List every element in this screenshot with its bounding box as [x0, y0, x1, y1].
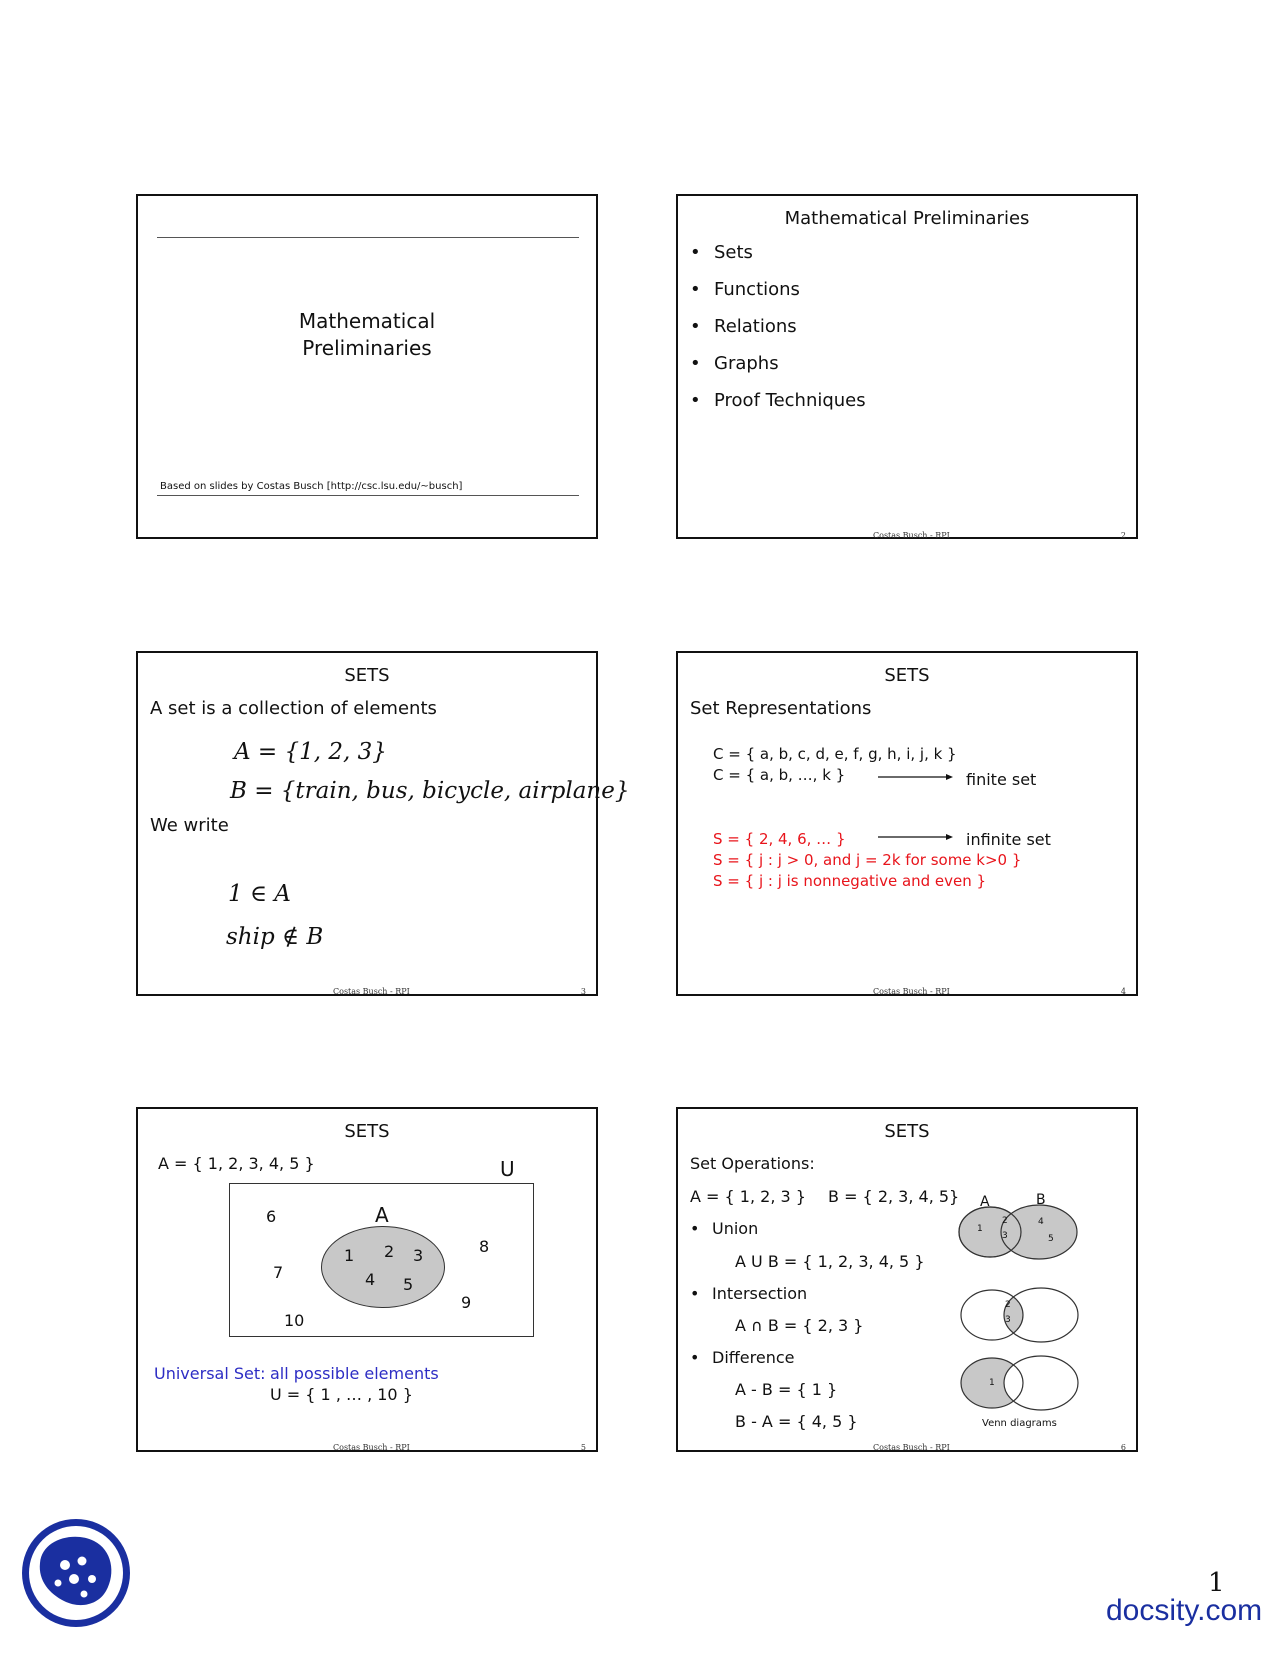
finite-set-ellipsis: C = { a, b, …, k }	[713, 766, 846, 784]
docsity-brand-link[interactable]: docsity.com	[1106, 1594, 1263, 1627]
page-number: 1	[1208, 1568, 1225, 1598]
union-bullet: •	[690, 1219, 700, 1238]
slide-5-page-number: 5	[580, 1443, 586, 1452]
finite-arrow-icon	[878, 772, 954, 782]
universe-label: U	[500, 1157, 515, 1181]
element-9: 9	[461, 1293, 472, 1312]
element-3: 3	[413, 1246, 424, 1265]
union-result: A U B = { 1, 2, 3, 4, 5 }	[735, 1252, 925, 1271]
slide-5-title: SETS	[344, 1121, 390, 1142]
topic-item: • Proof Techniques	[690, 390, 866, 427]
element-2: 2	[384, 1242, 395, 1261]
slide-4-footer: Costas Busch - RPI	[873, 987, 950, 996]
venn-num-1: 1	[977, 1224, 983, 1234]
difference-bullet: •	[690, 1348, 700, 1367]
element-4: 4	[365, 1270, 376, 1289]
topic-item: • Graphs	[690, 353, 866, 390]
set-operations-heading: Set Operations:	[690, 1154, 815, 1173]
set-a-definition: A = { 1, 2, 3 }	[690, 1187, 806, 1206]
element-7: 7	[273, 1263, 284, 1282]
difference-label: Difference	[712, 1348, 795, 1367]
slide-1-credit: Based on slides by Costas Busch [http://csc.lsu.edu/~busch]	[160, 481, 463, 492]
slide-1-bottom-rule	[157, 495, 579, 496]
element-8: 8	[479, 1237, 490, 1256]
equation-set-a: A = {1, 2, 3}	[234, 739, 387, 765]
slide-4	[676, 651, 1138, 996]
topic-item: • Functions	[690, 279, 866, 316]
set-a-ellipse	[321, 1226, 445, 1308]
slide-6-page-number: 6	[1120, 1443, 1126, 1452]
slide-6-title: SETS	[884, 1121, 930, 1142]
difference-a-minus-b: A - B = { 1 }	[735, 1380, 838, 1399]
slide-3-footer: Costas Busch - RPI	[333, 987, 410, 996]
slide-2-page-number: 2	[1120, 531, 1126, 540]
venn-int-num-2: 2	[1005, 1300, 1011, 1310]
intersection-result: A ∩ B = { 2, 3 }	[735, 1316, 864, 1335]
element-10: 10	[284, 1311, 305, 1330]
venn-num-4: 4	[1038, 1217, 1044, 1227]
slide-1-title-line1: Mathematical	[298, 309, 436, 333]
venn-num-3: 3	[1002, 1231, 1008, 1241]
slide-5-footer: Costas Busch - RPI	[333, 1443, 410, 1452]
intersection-bullet: •	[690, 1284, 700, 1303]
slide-3-page-number: 3	[580, 987, 586, 996]
universal-set-label: Universal Set:	[154, 1364, 266, 1383]
topic-item: • Sets	[690, 242, 866, 279]
infinite-arrow-icon	[878, 832, 954, 842]
equation-set-b: B = {train, bus, bicycle, airplane}	[230, 778, 630, 804]
venn-diff-num-1: 1	[989, 1378, 995, 1388]
venn-num-2: 2	[1002, 1216, 1008, 1226]
union-label: Union	[712, 1219, 759, 1238]
set-definition: A set is a collection of elements	[150, 698, 437, 719]
we-write-label: We write	[150, 815, 229, 836]
set-builder-even: S = { j : j > 0, and j = 2k for some k>0 }	[713, 851, 1022, 869]
set-b-definition: B = { 2, 3, 4, 5}	[828, 1187, 960, 1206]
slide-5	[136, 1107, 598, 1452]
universal-set-definition: U = { 1 , … , 10 }	[270, 1385, 413, 1404]
venn-intersection	[960, 1286, 1080, 1346]
element-1: 1	[344, 1246, 355, 1265]
infinite-set-label: infinite set	[966, 830, 1051, 849]
membership-expression: 1 ∈ A	[228, 881, 291, 907]
slide-1	[136, 194, 598, 539]
venn-label-b: B	[1036, 1192, 1046, 1208]
slide-4-page-number: 4	[1120, 987, 1126, 996]
slide-3	[136, 651, 630, 996]
slide-6-footer: Costas Busch - RPI	[873, 1443, 950, 1452]
topic-item: • Relations	[690, 316, 866, 353]
finite-set-listing: C = { a, b, c, d, e, f, g, h, i, j, k }	[713, 745, 957, 763]
set-a-label: A	[375, 1203, 389, 1227]
intersection-label: Intersection	[712, 1284, 808, 1303]
slide-1-top-rule	[157, 237, 579, 238]
venn-label-a: A	[980, 1194, 990, 1210]
difference-b-minus-a: B - A = { 4, 5 }	[735, 1412, 858, 1431]
set-a-definition: A = { 1, 2, 3, 4, 5 }	[158, 1154, 315, 1173]
universal-set-description: all possible elements	[270, 1364, 439, 1383]
set-representations-heading: Set Representations	[690, 698, 872, 719]
infinite-set-listing: S = { 2, 4, 6, … }	[713, 830, 846, 848]
venn-int-num-3: 3	[1005, 1315, 1011, 1325]
docsity-logo-icon	[20, 1517, 132, 1629]
slide-2-title: Mathematical Preliminaries	[784, 208, 1030, 229]
element-6: 6	[266, 1207, 277, 1226]
slide-3-title: SETS	[344, 665, 390, 686]
finite-set-label: finite set	[966, 770, 1037, 789]
slide-2	[676, 194, 1138, 539]
element-5: 5	[403, 1275, 414, 1294]
venn-caption: Venn diagrams	[982, 1418, 1057, 1429]
topic-list	[690, 242, 866, 427]
slide-2-footer: Costas Busch - RPI	[873, 531, 950, 540]
slide-6	[676, 1107, 1138, 1452]
venn-difference	[960, 1354, 1080, 1414]
non-membership-expression: ship ∉ B	[226, 924, 324, 950]
slide-1-title-line2: Preliminaries	[302, 336, 432, 360]
venn-union	[958, 1203, 1078, 1263]
venn-num-5: 5	[1048, 1234, 1054, 1244]
slide-4-title: SETS	[884, 665, 930, 686]
set-builder-nonnegative: S = { j : j is nonnegative and even }	[713, 872, 987, 890]
